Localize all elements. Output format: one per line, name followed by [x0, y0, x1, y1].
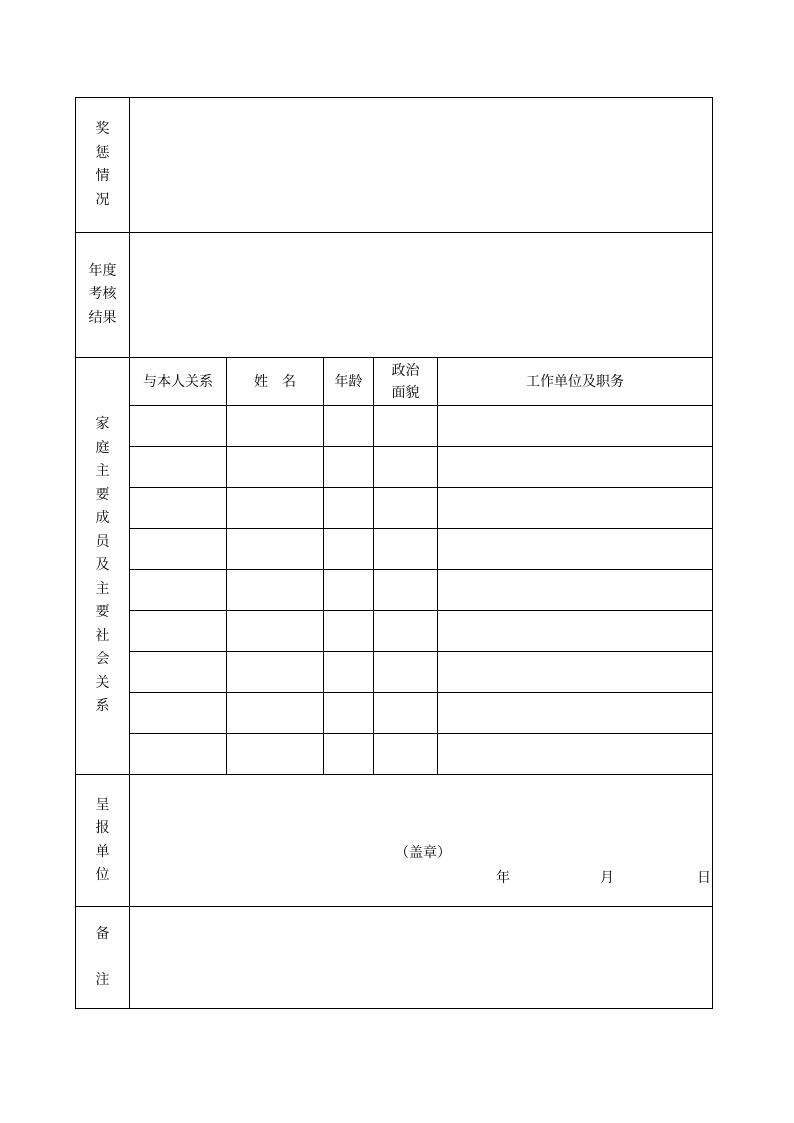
age-cell[interactable]: [324, 529, 374, 570]
rewards-label-char: 况: [95, 191, 110, 208]
relation-cell[interactable]: [130, 652, 227, 693]
political-cell[interactable]: [374, 406, 438, 447]
name-cell[interactable]: [227, 734, 324, 775]
age-cell[interactable]: [324, 693, 374, 734]
family-label-char: 成: [95, 510, 110, 527]
header-political-line1: 政治: [391, 362, 420, 379]
name-cell[interactable]: [227, 611, 324, 652]
family-member-row: [76, 734, 713, 775]
work-cell[interactable]: [438, 406, 713, 447]
rewards-row: [76, 98, 713, 233]
family-member-row: [76, 693, 713, 734]
relation-cell[interactable]: [130, 488, 227, 529]
annual-review-label-line: 年度: [88, 262, 117, 279]
remarks-content-field[interactable]: [130, 907, 713, 1009]
name-cell[interactable]: [227, 447, 324, 488]
submitting-unit-label: [76, 775, 130, 907]
family-member-row: [76, 652, 713, 693]
age-cell[interactable]: [324, 406, 374, 447]
remarks-label-char: 备: [95, 925, 110, 942]
annual-review-label-line: 结果: [88, 309, 117, 326]
header-relation: 与本人关系: [130, 358, 227, 406]
rewards-label: [76, 98, 130, 233]
political-cell[interactable]: [374, 570, 438, 611]
family-label-char: 家: [95, 416, 110, 433]
work-cell[interactable]: [438, 570, 713, 611]
family-label-char: 社: [95, 627, 110, 644]
family-label-char: 主: [95, 463, 110, 480]
family-member-row: [76, 611, 713, 652]
work-cell[interactable]: [438, 447, 713, 488]
remarks-label-char: 注: [95, 972, 110, 988]
political-cell[interactable]: [374, 734, 438, 775]
family-label-char: 要: [95, 486, 110, 503]
submitting-unit-row: [76, 775, 713, 907]
family-label: [76, 358, 130, 775]
name-cell[interactable]: [227, 570, 324, 611]
relation-cell[interactable]: [130, 406, 227, 447]
work-cell[interactable]: [438, 693, 713, 734]
rewards-label-char: 惩: [95, 144, 110, 161]
family-member-row: [76, 529, 713, 570]
name-cell[interactable]: [227, 488, 324, 529]
header-work-unit: 工作单位及职务: [438, 358, 713, 406]
rewards-content-field[interactable]: [130, 98, 713, 233]
header-political-status: [374, 358, 438, 406]
family-label-char: 及: [95, 557, 110, 574]
remarks-row: [76, 907, 713, 1009]
work-cell[interactable]: [438, 734, 713, 775]
family-member-row: [76, 406, 713, 447]
age-cell[interactable]: [324, 447, 374, 488]
work-cell[interactable]: [438, 652, 713, 693]
political-cell[interactable]: [374, 529, 438, 570]
age-cell[interactable]: [324, 570, 374, 611]
signature-area: [130, 776, 712, 906]
name-cell[interactable]: [227, 529, 324, 570]
family-member-row: [76, 447, 713, 488]
family-header-row: [76, 358, 713, 406]
header-name: 姓 名: [227, 358, 324, 406]
age-cell[interactable]: [324, 611, 374, 652]
rewards-label-char: 情: [95, 168, 110, 184]
political-cell[interactable]: [374, 488, 438, 529]
annual-review-label: [76, 233, 130, 358]
political-cell[interactable]: [374, 447, 438, 488]
work-cell[interactable]: [438, 529, 713, 570]
work-cell[interactable]: [438, 488, 713, 529]
relation-cell[interactable]: [130, 529, 227, 570]
family-label-char: 关: [95, 674, 110, 691]
submitting-unit-label-char: 呈: [95, 796, 110, 813]
seal-label: （盖章）: [395, 844, 451, 861]
date-year-label: 年: [496, 869, 510, 886]
political-cell[interactable]: [374, 611, 438, 652]
name-cell[interactable]: [227, 406, 324, 447]
date-day-label: 日: [697, 869, 711, 886]
rewards-label-char: 奖: [95, 121, 110, 137]
header-age: 年龄: [324, 358, 374, 406]
family-member-row: [76, 488, 713, 529]
political-cell[interactable]: [374, 693, 438, 734]
age-cell[interactable]: [324, 488, 374, 529]
remarks-label: [76, 907, 130, 1009]
relation-cell[interactable]: [130, 570, 227, 611]
submitting-unit-label-char: 位: [95, 867, 110, 883]
annual-review-content-field[interactable]: [130, 233, 713, 358]
name-cell[interactable]: [227, 652, 324, 693]
submitting-unit-label-char: 单: [95, 843, 110, 860]
relation-cell[interactable]: [130, 611, 227, 652]
relation-cell[interactable]: [130, 734, 227, 775]
political-cell[interactable]: [374, 652, 438, 693]
family-label-char: 系: [95, 698, 110, 715]
name-cell[interactable]: [227, 693, 324, 734]
work-cell[interactable]: [438, 611, 713, 652]
relation-cell[interactable]: [130, 447, 227, 488]
annual-review-label-line: 考核: [88, 286, 117, 303]
age-cell[interactable]: [324, 734, 374, 775]
family-label-char: 主: [95, 580, 110, 597]
family-label-char: 员: [95, 533, 110, 550]
personnel-form-table: [75, 97, 713, 1009]
annual-review-row: [76, 233, 713, 358]
age-cell[interactable]: [324, 652, 374, 693]
family-label-char: 要: [95, 604, 110, 621]
header-political-line2: 面貌: [391, 384, 420, 401]
date-month-label: 月: [600, 869, 614, 886]
family-label-char: 会: [95, 651, 110, 668]
relation-cell[interactable]: [130, 693, 227, 734]
submitting-unit-content[interactable]: [130, 775, 713, 907]
family-member-row: [76, 570, 713, 611]
submitting-unit-label-char: 报: [95, 820, 110, 836]
family-label-char: 庭: [95, 439, 110, 456]
